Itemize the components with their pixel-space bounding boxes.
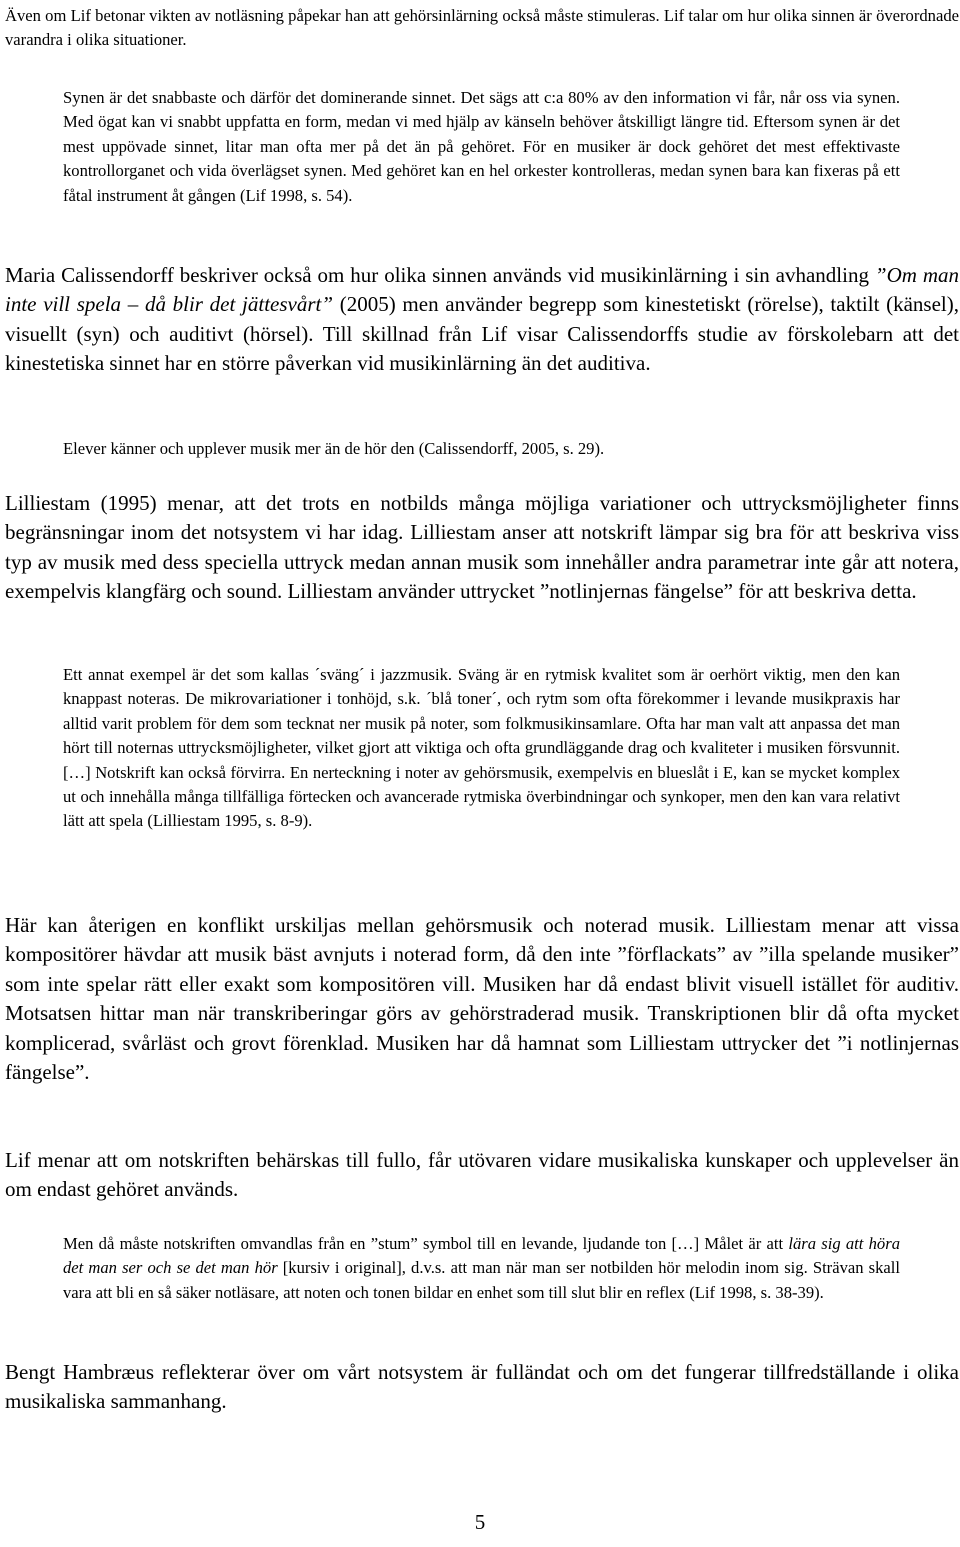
text-run: Elever känner och upplever musik mer än de hör den (Calissendorff, 2005, s. 29). bbox=[63, 439, 605, 458]
text-run: Maria Calissendorff beskriver också om hur olika sinnen används vid musikinlärning i sin avhandling bbox=[5, 263, 875, 287]
text-run: Här kan återigen en konflikt urskiljas mellan gehörsmusik och noterad musik. Lilliestam menar att vissa kompositörer hävdar att musik bäst avnjuts i noterad form, då den inte ”förflackats” av ”illa spelande musiker” som inte spelar rätt eller exakt som kompositören vill. Musiken har då endast blivit visuell istället för auditiv. Motsatsen hittar man när transkriberingar görs av gehörstraderad musik. Transkriptionen blir då ofta mycket komplicerad, svårläst och grovt förenklad. Musiken har då hamnat som Lilliestam uttrycker det ”i notlinjernas fängelse”. bbox=[5, 913, 959, 1085]
text-run: Men då måste notskriften omvandlas från en ”stum” symbol till en levande, ljudande ton […] Målet är att bbox=[63, 1234, 789, 1253]
text-run: Även om Lif betonar vikten av notläsning påpekar han att gehörsinlärning också måste stimuleras. Lif talar om hur olika sinnen är överordnade varandra i olika situationer. bbox=[5, 6, 959, 50]
text-run: Lilliestam (1995) menar, att det trots en notbilds många möjliga variationer och uttrycksmöjligheter finns begränsningar inom det notsystem vi har idag. Lilliestam anser att notskrift lämpar sig bra för att beskriva viss typ av musik med dess speciella uttryck medan annan musik som innehåller andra parametrar inte går att notera, exempelvis klangfärg och sound. Lilliestam använder uttrycket ”notlinjernas fängelse” för att beskriva detta. bbox=[5, 491, 959, 604]
paragraph-lif-mastery bbox=[5, 1146, 959, 1205]
page-number: 5 bbox=[474, 1510, 486, 1534]
text-run: [kursiv i original], d.v.s. att man när man ser notbilden hör melodin inom sig. Strävan skall vara att bli en så säker notläsare, att noten och tonen bildar en enhet som till slut blir en reflex (Lif 1998, s. 38-39). bbox=[63, 1258, 900, 1302]
block-quote-calissendorff bbox=[63, 437, 900, 461]
text-run: Ett annat exempel är det som kallas ´sväng´ i jazzmusik. Sväng är en rytmisk kvalitet som är oerhört viktig, men den kan knappast noteras. De mikrovariationer i tonhöjd, s.k. ´blå toner´, och rytm som ofta förekommer i levande musikpraxis har alltid varit problem för dem som tecknat ner musik på noter, som folkmusikinsamlare. Ofta har man valt att anpassa det man hört till noternas uttrycksmöjligheter, vilket gjort att viktiga och ofta grundläggande drag och kvaliteter i musiken försvunnit. […] Notskrift kan också förvirra. En nerteckning i noter av gehörsmusik, exempelvis en blueslåt i E, kan se mycket komplex ut och innehålla många tillfälliga förtecken och avancerade rytmiska överbindningar och synkoper, men den kan vara relativt lätt att spela (Lilliestam 1995, s. 8-9). bbox=[63, 665, 900, 831]
text-run: Bengt Hambræus reflekterar över om vårt notsystem är fulländat och om det fungerar tillfredställande i olika musikaliska sammanhang. bbox=[5, 1360, 959, 1414]
block-quote-lilliestam-swing bbox=[63, 663, 900, 834]
block-quote-lif-vision bbox=[63, 86, 900, 208]
text-run: Lif menar att om notskriften behärskas till fullo, får utövaren vidare musikaliska kunskaper och upplevelser än om endast gehöret används. bbox=[5, 1148, 959, 1202]
paragraph-lilliestam-notation bbox=[5, 489, 959, 607]
block-quote-lif-reflex bbox=[63, 1232, 900, 1305]
paragraph-hambraeus bbox=[5, 1358, 959, 1417]
italic-emphasis: lära sig att höra det man ser och se det man hör bbox=[63, 1234, 900, 1278]
paragraph-calissendorff bbox=[5, 261, 959, 379]
paragraph-lif-senses-intro bbox=[5, 4, 959, 53]
text-run: Synen är det snabbaste och därför det dominerande sinnet. Det sägs att c:a 80% av den information vi får, når oss via synen. Med ögat kan vi snabbt uppfatta en form, medan vi med hjälp av känseln behöver åtskilligt längre tid. Eftersom synen är det mest uppövade sinnet, litar man ofta mer på det än på gehöret. För en musiker är dock gehöret det mest effektivaste kontrollorganet och vida överlägset synen. Med gehöret kan en hel orkester kontrolleras, medan synen bara kan fixeras på ett fåtal instrument åt gången (Lif 1998, s. 54). bbox=[63, 88, 900, 205]
dissertation-title: ”Om man inte vill spela – då blir det jättesvårt” bbox=[5, 263, 959, 317]
text-run: (2005) men använder begrepp som kinestetiskt (rörelse), taktilt (känsel), visuellt (syn) och auditivt (hörsel). Till skillnad från Lif visar Calissendorffs studie av förskolebarn att det kinestetiska sinnet har en större påverkan vid musikinlärning än det auditiva. bbox=[5, 292, 959, 376]
paragraph-conflict bbox=[5, 911, 959, 1087]
